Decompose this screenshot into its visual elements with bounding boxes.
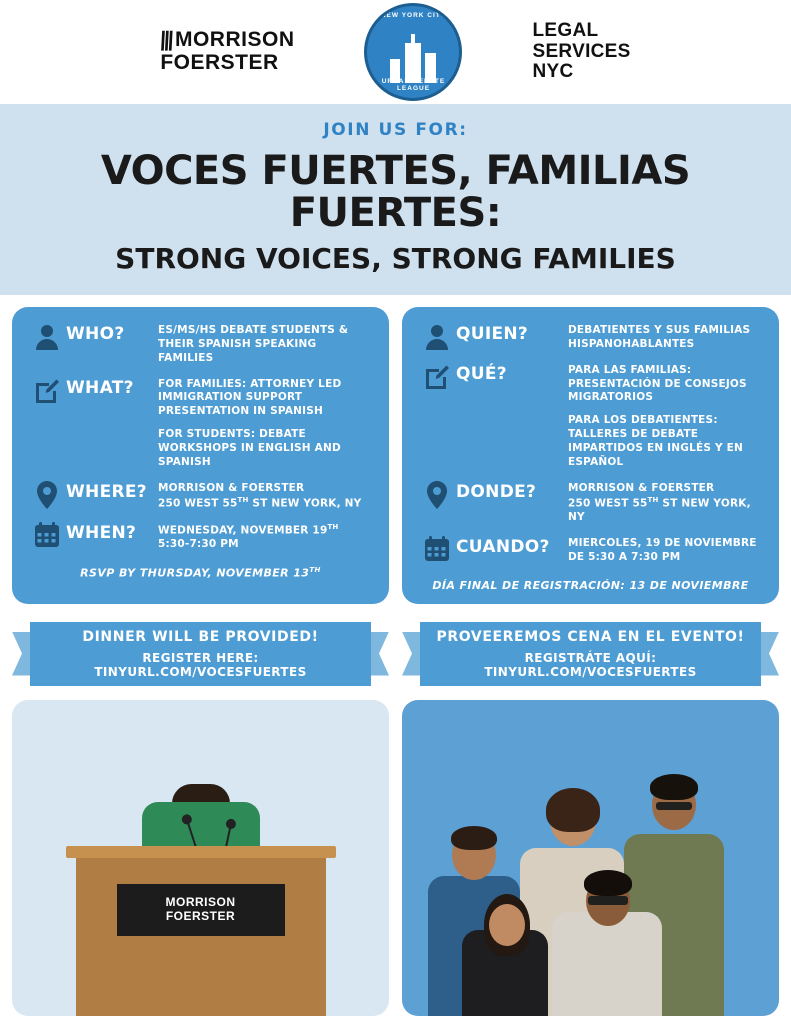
info-value: 250 WEST 55TH ST NEW YORK, NY bbox=[568, 495, 751, 523]
photos-row bbox=[0, 686, 791, 1028]
info-value: DEBATIENTES Y SUS FAMILIAS HISPANOHABLANTES bbox=[568, 324, 751, 350]
info-row-when bbox=[28, 520, 373, 552]
info-value: MORRISON & FOERSTER bbox=[568, 481, 715, 494]
calendar-icon bbox=[418, 534, 456, 564]
morrison-foerster-logo-line2: FOERSTER bbox=[160, 51, 279, 74]
info-row-who bbox=[28, 321, 373, 366]
nycudl-building-center-icon bbox=[405, 43, 421, 83]
person-icon bbox=[28, 321, 66, 351]
rsvp-deadline-english: RSVP BY THURSDAY, NOVEMBER 13TH bbox=[80, 566, 321, 580]
info-values-donde bbox=[568, 479, 763, 525]
info-value: PARA LAS FAMILIAS: PRESENTACIÓN DE CONSEJOS MIGRATORIOS bbox=[568, 363, 747, 404]
nycudl-emblem-icon bbox=[382, 21, 444, 83]
photo-student-speaking-at-podium bbox=[12, 700, 389, 1016]
info-label-when: WHEN? bbox=[66, 522, 137, 543]
info-label-what: WHAT? bbox=[66, 377, 134, 398]
person-hair bbox=[584, 870, 632, 896]
podium-plaque bbox=[117, 884, 285, 936]
person-body bbox=[552, 912, 662, 1016]
nycudl-bottom-text: URBAN DEBATE LEAGUE bbox=[381, 78, 446, 92]
info-row-donde bbox=[418, 479, 763, 525]
podium-plaque-line1: MORRISON bbox=[165, 894, 236, 909]
info-values-where bbox=[158, 479, 373, 511]
person-glasses-icon bbox=[656, 802, 692, 810]
morrison-foerster-logo-text1: MORRISON bbox=[174, 28, 295, 52]
info-value: 5:30-7:30 PM bbox=[158, 538, 239, 551]
ribbon-dinner-english bbox=[12, 622, 389, 686]
person-hair bbox=[650, 774, 698, 800]
info-values-quien bbox=[568, 321, 763, 352]
morrison-foerster-mark-icon: ||| bbox=[159, 28, 173, 52]
nyc-urban-debate-league-logo bbox=[364, 3, 462, 101]
info-value: WEDNESDAY, NOVEMBER 19TH bbox=[158, 522, 339, 537]
person-hair bbox=[451, 826, 497, 850]
info-cards-row bbox=[0, 295, 791, 604]
info-row-cuando bbox=[418, 534, 763, 565]
info-row-what bbox=[28, 375, 373, 470]
info-values-what bbox=[158, 375, 373, 470]
info-value: MORRISON & FOERSTER bbox=[158, 481, 305, 494]
info-card-english bbox=[12, 307, 389, 604]
podium bbox=[76, 856, 326, 1016]
legal-services-nyc-line2: SERVICES bbox=[532, 40, 631, 62]
location-pin-icon bbox=[418, 479, 456, 509]
location-pin-icon bbox=[28, 479, 66, 509]
info-card-spanish bbox=[402, 307, 779, 604]
registration-link-english[interactable]: REGISTER HERE: TINYURL.COM/VOCESFUERTES bbox=[94, 650, 307, 679]
legal-services-nyc-logo bbox=[532, 21, 630, 84]
info-label-where: WHERE? bbox=[66, 481, 147, 502]
info-label-quien: QUIEN? bbox=[456, 324, 529, 344]
info-value: FOR FAMILIES: ATTORNEY LED IMMIGRATION SUPPORT PRESENTATION IN SPANISH bbox=[158, 377, 342, 418]
person-icon bbox=[418, 321, 456, 351]
info-values-when bbox=[158, 520, 373, 552]
ribbon-title: DINNER WILL BE PROVIDED! bbox=[82, 628, 319, 645]
logo-bar bbox=[0, 0, 791, 104]
ribbon-body bbox=[420, 622, 761, 686]
pencil-square-icon bbox=[28, 375, 66, 405]
info-values-cuando bbox=[568, 534, 763, 565]
info-values-who bbox=[158, 321, 373, 366]
ribbon-dinner-spanish bbox=[402, 622, 779, 686]
title-banner bbox=[0, 104, 791, 295]
eyebrow-text: JOIN US FOR: bbox=[323, 120, 468, 140]
info-row-que bbox=[418, 361, 763, 470]
info-value: MIERCOLES, 19 DE NOVIEMBRE bbox=[568, 536, 757, 549]
info-label-donde: DONDE? bbox=[456, 481, 537, 502]
person-front-left bbox=[462, 888, 548, 1016]
info-value: 250 WEST 55TH ST NEW YORK, NY bbox=[158, 495, 362, 510]
legal-services-nyc-line3: NYC bbox=[532, 61, 574, 83]
info-value: PARA LOS DEBATIENTES: TALLERES DE DEBATE IMPARTIDOS EN INGLÉS Y EN ESPAÑOL bbox=[568, 414, 743, 468]
info-label-who: WHO? bbox=[66, 324, 125, 344]
podium-plaque-line2: FOERSTER bbox=[165, 908, 236, 923]
person-front-right bbox=[552, 866, 662, 1016]
nycudl-top-text: NEW YORK CITY bbox=[380, 12, 447, 19]
info-value: DE 5:30 A 7:30 PM bbox=[568, 550, 681, 563]
page-subtitle: STRONG VOICES, STRONG FAMILIES bbox=[115, 242, 676, 275]
person-glasses-icon bbox=[588, 896, 628, 905]
info-row-quien bbox=[418, 321, 763, 352]
morrison-foerster-logo bbox=[160, 29, 294, 74]
legal-services-nyc-line1: LEGAL bbox=[532, 19, 599, 41]
pencil-square-icon bbox=[418, 361, 456, 391]
photo-group-of-students-and-mentors bbox=[402, 700, 779, 1016]
calendar-icon bbox=[28, 520, 66, 550]
person-face bbox=[489, 904, 525, 946]
morrison-foerster-logo-line1 bbox=[160, 29, 294, 52]
page-title: VOCES FUERTES, FAMILIAS FUERTES: bbox=[100, 148, 691, 236]
podium-top bbox=[66, 846, 336, 858]
person-hair bbox=[546, 788, 600, 832]
info-value: ES/MS/HS DEBATE STUDENTS & THEIR SPANISH SPEAKING FAMILIES bbox=[158, 324, 349, 364]
info-value: FOR STUDENTS: DEBATE WORKSHOPS IN ENGLISH AND SPANISH bbox=[158, 428, 341, 468]
info-row-where bbox=[28, 479, 373, 511]
info-label-cuando: CUANDO? bbox=[456, 536, 550, 557]
ribbon-title: PROVEEREMOS CENA EN EL EVENTO! bbox=[436, 628, 745, 645]
info-values-que bbox=[568, 361, 763, 470]
info-label-que: QUÉ? bbox=[456, 363, 507, 384]
rsvp-deadline-spanish: DÍA FINAL DE REGISTRACIÓN: 13 DE NOVIEMBRE bbox=[432, 578, 749, 592]
ribbons-row bbox=[0, 604, 791, 686]
ribbon-body bbox=[30, 622, 371, 686]
registration-link-spanish[interactable]: REGISTRÁTE AQUÍ: TINYURL.COM/VOCESFUERTES bbox=[484, 650, 697, 679]
